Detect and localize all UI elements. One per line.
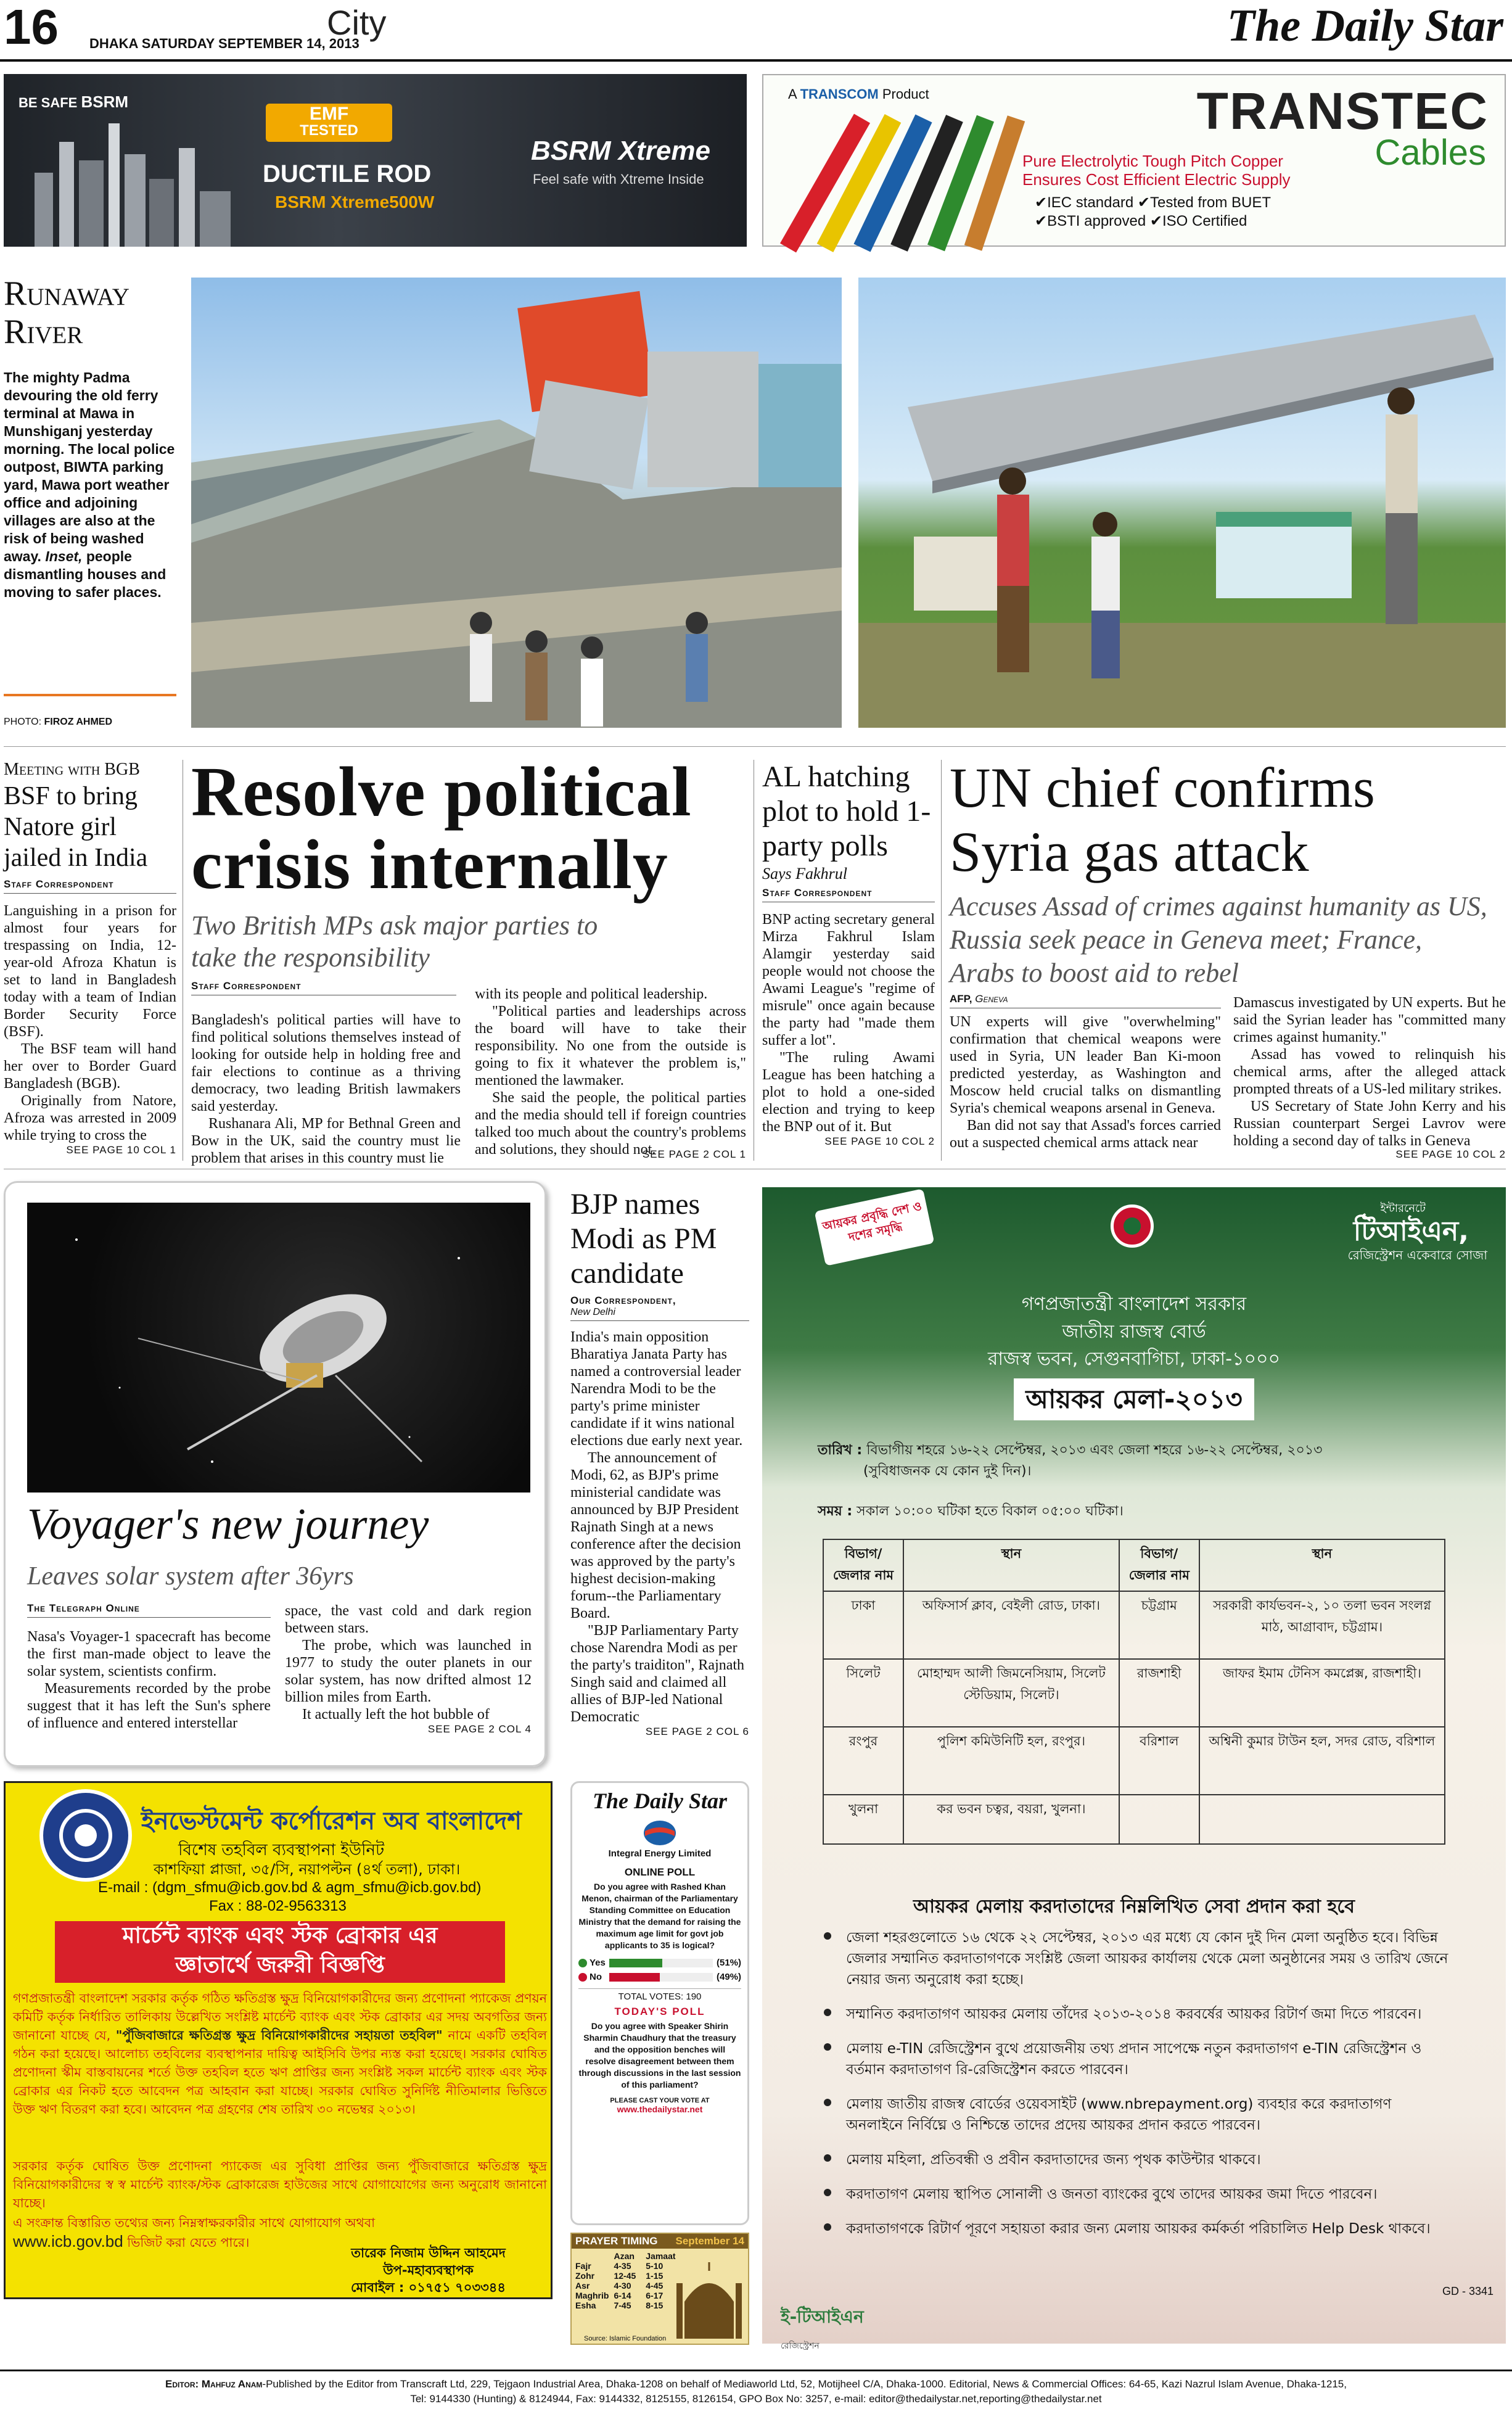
bsf-headline[interactable]: BSF to bring Natore girl jailed in India: [4, 782, 148, 872]
poll-result-yes: Yes (51%): [578, 1958, 741, 1968]
voyager-photo: [27, 1203, 530, 1493]
bsf-p1: Languishing in a prison for almost four years for trespassing on India, 12-year-old Afroza Khatun is set to land in Bangladesh today with a team of Indian Border Security Force (BSF).: [4, 903, 176, 1040]
voyager-continued[interactable]: SEE PAGE 2 COL 4: [427, 1723, 532, 1735]
etin-big: টিআইএন,: [1353, 1216, 1469, 1247]
prayer-header: PRAYER TIMING September 14: [572, 2234, 748, 2249]
header-rule: [0, 59, 1512, 62]
nbr-gd-number: GD - 3341: [1442, 2285, 1494, 2297]
transtec-certs-1: ✔IEC standard ✔Tested from BUET: [1035, 194, 1272, 211]
bullet-icon: [824, 2223, 831, 2231]
venue-row: ঢাকা অফিসার্স ক্লাব, বেইলী রোড, ঢাকা। চট্টগ্রাম সরকারী কার্যভবন-২, ১০ তলা ভবন সংলগ্ন মাঠ, আগ্রাবাদ, চট্টগ্রাম।: [823, 1591, 1445, 1659]
al-byline: Staff Correspondent: [762, 887, 935, 902]
service-item: করদাতাগণ মেলায় স্থাপিত সোনালী ও জনতা ব্যাংকের বুথে তাদের আয়কর জমা দিতে পারবেন।: [824, 2184, 1453, 2205]
icb-website[interactable]: www.icb.gov.bd: [13, 2232, 123, 2250]
un-p5: US Secretary of State John Kerry and his Russian counterpart Sergei Lavrov were holding a second day of talks in Geneva: [1233, 1098, 1506, 1149]
nbr-date: তারিখ : বিভাগীয় শহরে ১৬-২২ সেপ্টেম্বর, ২০১৩ এবং জেলা শহরে ১৬-২২ সেপ্টেম্বর, ২০১৩ (সুবিধাজনক যে কোন দুই দিন)।: [818, 1443, 1323, 1479]
dismantling-scene: [858, 278, 1506, 728]
venue-row: রংপুর পুলিশ কমিউনিটি হল, রংপুর। বরিশাল অশ্বিনী কুমার টাউন হল, সদর রোড, বরিশাল: [823, 1727, 1445, 1795]
nbr-fair-title: আয়কর মেলা-২০১৩: [1014, 1378, 1254, 1420]
prayer-row: Zohr 12-45 1-15: [575, 2271, 664, 2281]
bullet-icon: [824, 2189, 831, 2196]
prayer-row: Asr 4-30 4-45: [575, 2281, 664, 2291]
bsf-kicker: Meeting with BGB: [4, 760, 140, 779]
prayer-timing-box: [570, 2233, 749, 2345]
service-item: মেলায় জাতীয় রাজস্ব বোর্ডের ওয়েবসাইট (www.nbrepayment.org) ব্যবহার করে করদাতাগণ অনলাইনে নির্বিঘ্নে ও নিশ্চিন্তে তাদের প্রদেয় আয়কর প্রদান করতে পারবেন।: [824, 2094, 1453, 2136]
bsf-body: [4, 902, 176, 1144]
icb-email: E-mail : (dgm_sfmu@icb.gov.bd & agm_sfmu@icb.gov.bd): [98, 1879, 482, 1896]
runaway-caption-rule: [4, 694, 176, 696]
etin-small: ইন্টারনেটে: [1380, 1202, 1426, 1215]
no-dot-icon: [578, 1973, 587, 1982]
resolve-col1: [191, 1011, 461, 1167]
xtreme-tagline: Feel safe with Xtreme Inside: [533, 171, 704, 187]
resolve-continued[interactable]: SEE PAGE 2 COL 1: [642, 1148, 746, 1160]
row-top-rule: [4, 746, 1506, 747]
transtec-line1: Pure Electrolytic Tough Pitch Copper: [1022, 152, 1283, 170]
service-item: সম্মানিত করদাতাগণ আয়কর মেলায় তাঁদের ২০১৩-২০১৪ করবর্ষের আয়কর রিটার্ণ জমা দিতে পারবেন।: [824, 2004, 1453, 2025]
mosque-icon: [675, 2258, 743, 2339]
nbr-footer-logo: ই-টিআইএন রেজিস্ট্রেশন: [781, 2307, 864, 2351]
transtec-line2: Ensures Cost Efficient Electric Supply: [1022, 170, 1291, 189]
icb-ad[interactable]: [4, 1781, 553, 2299]
poll-result-no: No (49%): [578, 1972, 741, 1982]
poll-title: ONLINE POLL: [624, 1866, 696, 1878]
transcom-product: A TRANSCOM Product: [788, 86, 929, 102]
poll-sponsor-logo: [641, 1818, 678, 1848]
un-p3: Damascus investigated by UN experts. But he said the Syrian leader has "committed many crimes against humanity.": [1233, 995, 1506, 1045]
service-item: মেলায় মহিলা, প্রতিবন্ধী ও প্রবীন করদাতাদের জন্য পৃথক কাউন্টার থাকবে।: [824, 2149, 1453, 2170]
nbr-tax-fair-ad[interactable]: [762, 1187, 1506, 2351]
un-article: [950, 756, 1505, 990]
runaway-title-line1: Runaway: [4, 274, 129, 313]
check-icon: ✔: [1149, 213, 1162, 229]
bullet-icon: [824, 1932, 831, 1940]
col-rule: [941, 760, 942, 1161]
voyager-p1: Nasa's Voyager-1 spacecraft has become the first man-made object to leave the solar system, scientists confirm.: [27, 1629, 271, 1679]
nbr-address: রাজস্ব ভবন, সেগুনবাগিচা, ঢাকা-১০০০: [987, 1348, 1281, 1370]
resolve-byline: Staff Correspondent: [191, 980, 456, 995]
voyager-p3: space, the vast cold and dark region between stars.: [285, 1603, 532, 1636]
bjp-byline: Our Correspondent,: [570, 1295, 676, 1306]
prayer-row: Maghrib 6-14 6-17: [575, 2291, 664, 2300]
tested-label: TESTED: [300, 122, 358, 139]
transtec-cables: Cables: [1374, 133, 1486, 173]
un-headline[interactable]: UN chief confirms Syria gas attack: [950, 756, 1375, 883]
un-col2: [1233, 994, 1506, 1150]
nbr-emblem: [1111, 1204, 1154, 1248]
emf-label: EMF: [309, 104, 349, 124]
bsrm-be-safe: BE SAFE BSRM: [18, 93, 129, 111]
runaway-title-line2: River: [4, 313, 83, 351]
check-icon: ✔: [1035, 194, 1048, 211]
un-continued[interactable]: SEE PAGE 10 COL 2: [1395, 1148, 1506, 1160]
voyager-col2: [285, 1602, 532, 1723]
imprint-line1: Editor: Mahfuz Anam-Published by the Editor from Transcraft Ltd, 229, Tejgaon Industrial Area, Dhaka-1208 on behalf of Mediaworld Ltd, 52, Motijheel C/A, Dhaka-1000. Editorial, News & Commercial Offices: 64-65, Kazi Nazrul Islam Avenue, Dhaka-1215,: [165, 2378, 1347, 2390]
icb-body3: এ সংক্রান্ত বিস্তারিত তথ্যের জন্য নিম্নস্বাক্ষরকারীর সাথে যোগাযোগ অথবা www.icb.gov.bd ভিজিট করা যেতে পারে।: [13, 2215, 376, 2250]
icb-signature: তারেক নিজাম উদ্দিন আহমেদ উপ-মহাব্যবস্থাপক মোবাইল : ০১৭৫১ ৭০৩৩৪৪: [351, 2246, 506, 2295]
al-article: [762, 760, 935, 1148]
resolve-subhead: Two British MPs ask major parties to take the responsibility: [191, 910, 598, 973]
bjp-p3: "BJP Parliamentary Party chose Narendra Modi as per the party's traiditon", Rajnath Singh said and claimed all allies of BJP-led National Democratic: [570, 1623, 745, 1725]
voyager-byline: The Telegraph Online: [27, 1602, 271, 1618]
transtec-brand: TRANSTEC: [1196, 82, 1489, 140]
prayer-source: Source: Islamic Foundation: [584, 2335, 667, 2342]
bullet-icon: [824, 2154, 831, 2162]
nbr-time: সময় : সকাল ১০:০০ ঘটিকা হতে বিকাল ০৫:০০ ঘটিকা।: [818, 1504, 1124, 1519]
padma-erosion-photo: [191, 278, 842, 728]
runaway-caption: The mighty Padma devouring the old ferry terminal at Mawa in Munshiganj yesterday morning. The local police outpost, BIWTA parking yard, Mawa port weather office and adjoining villages are also at the risk of being washed away. Inset, people dismantling houses and moving to safer places.: [4, 369, 175, 600]
icb-logo: [39, 1789, 132, 1882]
al-body: [762, 911, 935, 1135]
voyager-headline[interactable]: Voyager's new journey: [27, 1499, 429, 1549]
bjp-article: [570, 1187, 749, 1738]
skyline-graphic: [22, 117, 244, 247]
service-item: করদাতাগণকে রিটার্ণ পূরণে সহায়তা করার জন্য মেলায় আয়কর কর্মকর্তা পরিচালিত Help Desk থাকবে।: [824, 2218, 1453, 2239]
icb-body1: গণপ্রজাতন্ত্রী বাংলাদেশ সরকার কর্তৃক গঠিত ক্ষতিগ্রস্ত ক্ষুদ্র বিনিয়োগকারীদের জন্য প্রণোদনা প্যাকেজ প্রণয়ন কমিটি কর্তৃক নির্ধারিত তালিকায় উল্লেখিত সংশ্লিষ্ট মার্চেন্ট ব্যাংক এবং স্টক ব্রোকার এর সদয় অবগতির জন্য জানানো যাচ্ছে যে, "পুঁজিবাজারে ক্ষতিগ্রস্ত ক্ষুদ্র বিনিয়োগকারীদের সহায়তা তহবিল" নামে একটি তহবিল গঠন করা হয়েছে। আলোচ্য তহবিলের ব্যবস্থাপনার দায়িত্ব আইসিবি উপর ন্যস্ত করা হয়েছে। সরকার ঘোষিত প্রণোদনা স্কীম বাস্তবায়নের শর্তে উক্ত তহবিল হতে ঋণ প্রাপ্তির জন্য সংশ্লিষ্ট সকল মার্চেন্ট ব্যাংক এবং স্টক ব্রোকার এর নিকট হতে আবেদন পত্র আহবান করা যাচ্ছে। সরকার ঘোষিত সুনির্দিষ্ট নীতিমালার ভিত্তিতে উক্ত ঋণ বিতরণ করা হবে। আবেদন পত্র গ্রহণের শেষ তারিখ ৩০ নভেম্বর ২০১৩।: [13, 1991, 547, 2117]
transtec-ad[interactable]: [762, 74, 1506, 247]
nbr-gov: গণপ্রজাতন্ত্রী বাংলাদেশ সরকার: [1021, 1293, 1247, 1315]
ductile-rod: DUCTILE ROD: [263, 160, 432, 187]
no-bar: [609, 1973, 713, 1982]
resolve-col2: [475, 986, 746, 1158]
nbr-board: জাতীয় রাজস্ব বোর্ড: [1062, 1321, 1206, 1343]
online-poll-box: [570, 1781, 749, 2225]
bullet-icon: [824, 2009, 831, 2016]
nbr-services-list: [824, 1927, 1453, 2253]
masthead[interactable]: The Daily Star: [1226, 1, 1503, 51]
poll-url[interactable]: www.thedailystar.net: [617, 2104, 703, 2114]
bsf-byline: Staff Correspondent: [4, 878, 176, 894]
voyager-subhead: Leaves solar system after 36yrs: [27, 1562, 354, 1591]
bsf-continued[interactable]: SEE PAGE 10 COL 1: [66, 1144, 176, 1156]
un-subhead: Accuses Assad of crimes against humanity as US, Russia seek peace in Geneva meet; France, Arabs to boost aid to rebel: [950, 891, 1487, 988]
bjp-body: [570, 1328, 749, 1726]
nbr-badge: আয়কর প্রবৃদ্ধি দেশ ও দশের সমৃদ্ধি: [815, 1188, 935, 1266]
todays-poll-title: TODAY'S POLL: [614, 2006, 705, 2017]
footer-rule: [0, 2370, 1512, 2371]
voyager-p5: It actually left the hot bubble of: [302, 1707, 490, 1723]
al-p1: BNP acting secretary general Mirza Fakhrul Islam Alamgir yesterday said people would not choose the Awami League's "regime of misrule" once again because the party had "made them suffer a lot".: [762, 912, 935, 1048]
emf-badge: [266, 104, 392, 142]
bjp-p2: The announcement of Modi, 62, as BJP's prime ministerial candidate was announced by BJP President Rajnath Singh at a news conference after the decision was approved by the party's highest decision-making forum--the Parliamentary Board.: [570, 1450, 741, 1621]
poll-masthead[interactable]: The Daily Star: [592, 1789, 727, 1813]
un-p2: Ban did not say that Assad's forces carried out a suspected chemical arms attack near: [950, 1118, 1221, 1151]
poll-total: TOTAL VOTES: 190: [578, 1988, 741, 2002]
voyager-col1: [27, 1628, 271, 1732]
al-continued[interactable]: SEE PAGE 10 COL 2: [824, 1135, 935, 1147]
poll-cast: PLEASE CAST YOUR VOTE AT: [610, 2097, 710, 2104]
dismantling-houses-photo: [858, 278, 1506, 728]
nbr-venue-table: বিভাগ/ জেলার নাম স্থান বিভাগ/ জেলার নাম স্থান ঢাকা অফিসার্স ক্লাব, বেইলী রোড, ঢাকা। চট্টগ্রাম সরকারী কার্যভবন-২, ১০ তলা ভবন সংলগ্ন মাঠ, আগ্রাবাদ, চট্টগ্রাম। সিলেট মোহাম্মদ আলী জিমনেসিয়াম, সিলেট স্টেডিয়াম, সিলেট। রাজশাহী জাফর ইমাম টেনিস কমপ্লেক্স, রাজশাহী। রংপুর পুলিশ কমিউনিটি হল, রংপুর। বরিশাল অশ্বিনী কুমার টাউন হল, সদর রোড, বরিশাল খুলনা কর ভবন চত্বর, বয়রা, খুলনা।: [823, 1539, 1445, 1845]
voyager-spacecraft: [27, 1203, 530, 1493]
resolve-article: [191, 752, 746, 995]
icb-address: কাশফিয়া প্লাজা, ৩৫/সি, নয়াপল্টন (৪র্থ তলা), ঢাকা।: [154, 1861, 461, 1878]
yes-dot-icon: [578, 1959, 587, 1967]
cable-graphic: [776, 106, 1041, 248]
photo-credit: PHOTO: FIROZ AHMED: [4, 717, 113, 727]
icb-notice-title: মার্চেন্ট ব্যাংক এবং স্টক ব্রোকার এর জ্ঞাতার্থে জরুরী বিজ্ঞপ্তি: [55, 1921, 505, 1983]
icb-org: ইনভেস্টমেন্ট কর্পোরেশন অব বাংলাদেশ: [141, 1807, 522, 1835]
un-byline: AFP, Geneva: [950, 993, 1221, 1008]
prayer-table: Azan Jamaat Fajr 4-35 5-10 Zohr 12-45 1-15 Asr 4-30 4-45 Maghrib 6-14 6-17 Esha 7-45 8-15: [575, 2251, 681, 2310]
bjp-continued[interactable]: SEE PAGE 2 COL 6: [645, 1726, 749, 1737]
prayer-row: Fajr 4-35 5-10: [575, 2261, 664, 2271]
un-p1: UN experts will give "overwhelming" confirmation that chemical weapons were used in Syria, UN leader Ban Ki-moon predicted yesterday, as Washington and Moscow held crucial talks on dismantling Syria's chemical weapons arsenal in Geneva.: [950, 1014, 1221, 1116]
yes-bar: [609, 1959, 713, 1967]
bsf-p2: The BSF team will hand her over to Border Guard Bangladesh (BGB).: [4, 1041, 176, 1092]
un-col1: [950, 993, 1221, 1151]
imprint-line2: Tel: 9144330 (Hunting) & 8124944, Fax: 9144332, 8125155, 8126154, GPO Box No: 3257, e-mail: editor@thedailystar.net,reporting@thedailystar.net: [410, 2393, 1102, 2405]
bjp-dateline: New Delhi: [570, 1307, 749, 1321]
icb-unit: বিশেষ তহবিল ব্যবস্থাপনা ইউনিট: [178, 1841, 385, 1859]
resolve-p1: Bangladesh's political parties will have to find political solutions themselves instead of looking for outside help in holding free and fair elections to continue as a thriving democracy, two leading British lawmakers said yesterday.: [191, 1012, 461, 1114]
check-icon: ✔: [1137, 194, 1150, 211]
voyager-p4: The probe, which was launched in 1977 to study the outer planets in our solar system, has now drifted almost 12 billion miles from Earth.: [285, 1637, 532, 1705]
icb-fax: Fax : 88-02-9563313: [209, 1898, 347, 1914]
bsrm-product: BSRM Xtreme500W: [275, 192, 435, 212]
poll-question: Do you agree with Rashed Khan Menon, chairman of the Parliamentary Standing Committee on Education Ministry that the demand for raising the maximum age limit for govt job applicants to 35 is logical?: [578, 1882, 741, 1950]
bullet-icon: [824, 2043, 831, 2051]
al-headline[interactable]: AL hatching plot to hold 1-party polls: [762, 760, 931, 862]
xtreme-logo: BSRM Xtreme: [531, 136, 710, 166]
bsrm-ad[interactable]: [4, 74, 747, 247]
bjp-headline[interactable]: BJP names Modi as PM candidate: [570, 1188, 717, 1290]
icb-body2: সরকার কর্তৃক ঘোষিত উক্ত প্রণোদনা প্যাকেজ এর সুবিধা প্রাপ্তির জন্য পুঁজিবাজারে ক্ষতিগ্রস্ত ক্ষুদ্র বিনিয়োগকারীদের স্ব স্ব মার্চেন্ট ব্যাংক/স্টক ব্রোকারেজ হাউজের সাথে যোগাযোগের জন্য অনুরোধ জানানো যাচ্ছে।: [13, 2159, 547, 2210]
resolve-p3: with its people and political leadership.: [475, 986, 708, 1002]
venue-row: সিলেট মোহাম্মদ আলী জিমনেসিয়াম, সিলেট স্টেডিয়াম, সিলেট। রাজশাহী জাফর ইমাম টেনিস কমপ্লেক্স, রাজশাহী।: [823, 1659, 1445, 1727]
resolve-p4: "Political parties and leaderships across the board will have to take their responsibility. No one from the outside is going to fix it whatever the problem is," mentioned the lawmaker.: [475, 1003, 746, 1089]
bjp-p1: India's main opposition Bharatiya Janata Party has named a controversial leader Narendra Modi to be the party's prime minister candidate if it wins national elections due early next year.: [570, 1329, 743, 1449]
resolve-p5: She said the people, the political parties and the media should tell if foreign countries talked too much about the country's problems and solutions, they should not.: [475, 1090, 746, 1158]
icb-logo-icon: [43, 1793, 128, 1878]
venue-row: খুলনা কর ভবন চত্বর, বয়রা, খুলনা।: [823, 1795, 1445, 1844]
page-number: 16: [4, 0, 59, 54]
transtec-certs-2: ✔BSTI approved ✔ISO Certified: [1035, 213, 1247, 229]
service-item: জেলা শহরগুলোতে ১৬ থেকে ২২ সেপ্টেম্বর, ২০১৩ এর মধ্যে যে কোন দুই দিন মেলা অনুষ্ঠিত হবে। বিভিন্ন জেলার সম্মানিত করদাতাগণকে সংশ্লিষ্ট জেলা আয়কর কার্যালয় থেকে মেলা অনুষ্ঠানের সময় ও তারিখ জেনে নেয়ার জন্য অনুরোধ করা হচ্ছে।: [824, 1927, 1453, 1990]
voyager-p2: Measurements recorded by the probe suggest that it has left the Sun's sphere of influence and entered interstellar: [27, 1681, 271, 1731]
page-date: DHAKA SATURDAY SEPTEMBER 14, 2013: [89, 36, 360, 51]
al-p2: "The ruling Awami League has been hatching a plot to hold a one-sided election and trying to keep the BNP out of it. But: [762, 1050, 935, 1135]
erosion-scene: [191, 278, 842, 728]
etin-sub: রেজিস্ট্রেশন একেবারে সোজা: [1347, 1248, 1487, 1262]
al-subhead: Says Fakhrul: [762, 865, 847, 883]
resolve-headline[interactable]: Resolve political crisis internally: [191, 752, 692, 904]
bsf-p3: Originally from Natore, Afroza was arrested in 2009 while trying to cross the: [4, 1093, 176, 1143]
resolve-p2: Rushanara Ali, MP for Bethnal Green and Bow in the UK, said the country must lie problem that arises in this country must lie: [191, 1116, 461, 1166]
bsf-article: [4, 760, 176, 1156]
nbr-services-title: আয়কর মেলায় করদাতাদের নিম্নলিখিত সেবা প্রদান করা হবে: [913, 1896, 1355, 1917]
check-icon: ✔: [1035, 213, 1048, 229]
un-p4: Assad has vowed to relinquish his chemical arms, after the alleged attack prompted threats of a US-led military strikes.: [1233, 1047, 1506, 1097]
bullet-icon: [824, 2099, 831, 2106]
runaway-title: [4, 274, 129, 351]
bangladesh-emblem-icon: [1114, 1208, 1151, 1245]
section-name: City: [327, 3, 387, 42]
prayer-row: Esha 7-45 8-15: [575, 2300, 664, 2310]
todays-poll-question: Do you agree with Speaker Shirin Sharmin Chaudhury that the treasury and the opposition benches will resolve disagreement between them through discussions in the last session of this parliament?: [578, 2021, 741, 2090]
service-item: মেলায় e-TIN রেজিস্ট্রেশন বুথে প্রয়োজনীয় তথ্য প্রদান সাপেক্ষে নতুন করদাতাগণ e-TIN রেজিস্ট্রেশন ও বর্তমান করদাতাগণ রি-রেজিস্ট্রেশন করতে পারবেন।: [824, 2038, 1453, 2080]
poll-sponsor: Integral Energy Limited: [608, 1848, 712, 1859]
integral-logo-icon: [641, 1818, 678, 1848]
